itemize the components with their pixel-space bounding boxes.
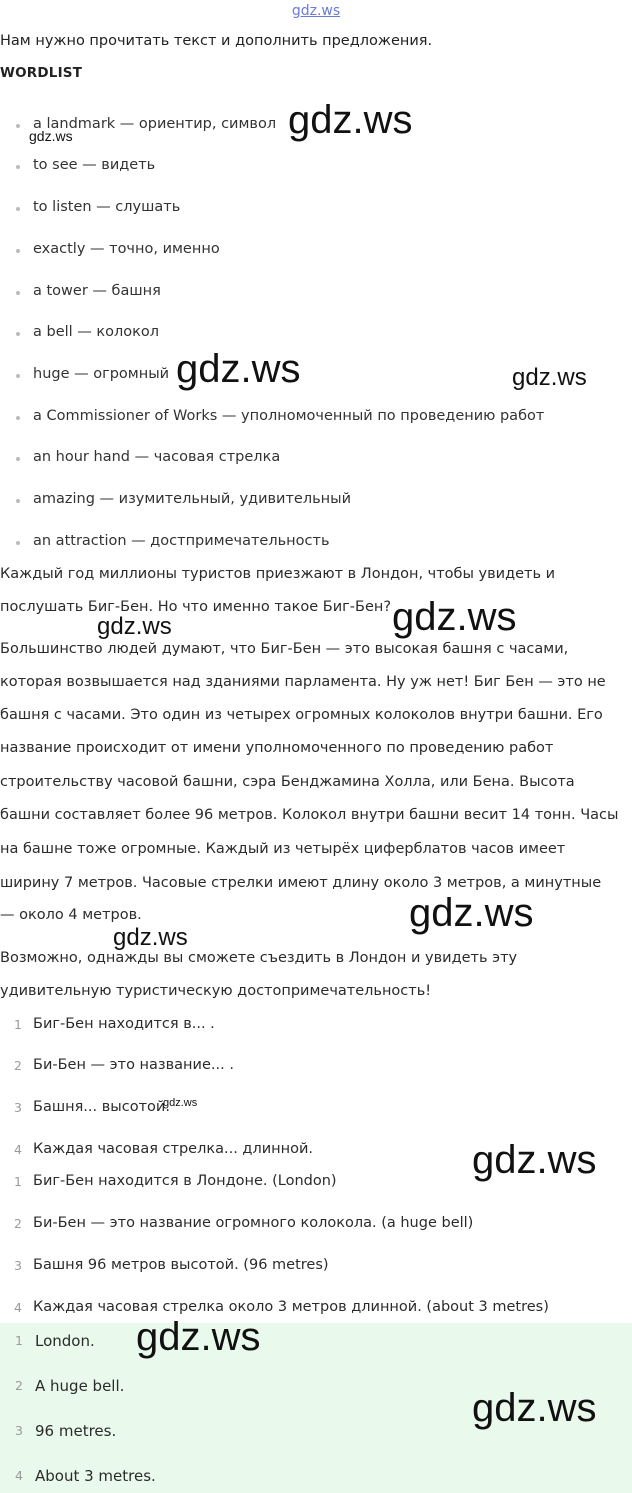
- watermark: gdz.ws: [136, 1315, 261, 1359]
- bullet-icon: [16, 165, 20, 169]
- text-line: послушать Биг-Бен. Но что именно такое Биг-Бен?: [0, 599, 392, 615]
- watermark: gdz.ws: [472, 1138, 597, 1182]
- bullet-icon: [16, 374, 20, 378]
- watermark: gdz.ws: [113, 924, 188, 951]
- watermark: gdz.ws: [472, 1386, 597, 1430]
- bullet-icon: [16, 541, 20, 545]
- text-line: Возможно, однажды вы сможете съездить в Лондон и увидеть эту: [0, 950, 518, 966]
- text-line: удивительную туристическую достопримечательность!: [0, 983, 432, 999]
- wordlist-title: WORDLIST: [0, 65, 83, 81]
- text-line: строительству часовой башни, сэра Бенджамина Холла, или Бена. Высота: [0, 774, 575, 790]
- text-line: башни составляет более 96 метров. Колокол внутри башни весит 14 тонн. Часы: [0, 807, 619, 823]
- bullet-icon: [16, 124, 20, 128]
- intro-text: Нам нужно прочитать текст и дополнить предложения.: [0, 33, 433, 49]
- watermark: gdz.ws: [176, 347, 301, 391]
- bullet-icon: [16, 457, 20, 461]
- bullet-icon: [16, 207, 20, 211]
- watermark: gdz.ws: [392, 595, 517, 639]
- text-line: которая возвышается над зданиями парламента. Ну уж нет! Биг Бен — это не: [0, 674, 606, 690]
- watermark: gdz.ws: [97, 613, 172, 640]
- text-line: Большинство людей думают, что Биг-Бен — это высокая башня с часами,: [0, 641, 569, 657]
- text-line: ширину 7 метров. Часовые стрелки имеют длину около 3 метров, а минутные: [0, 875, 602, 891]
- text-line: — около 4 метров.: [0, 907, 142, 923]
- text-line: башня с часами. Это один из четырех огромных колоколов внутри башни. Его: [0, 707, 603, 723]
- site-link[interactable]: gdz.ws: [291, 3, 341, 19]
- text-line: на башне тоже огромные. Каждый из четырёх циферблатов часов имеет: [0, 841, 566, 857]
- bullet-icon: [16, 499, 20, 503]
- watermark: gdz.ws: [512, 364, 587, 391]
- watermark: gdz.ws: [29, 128, 73, 144]
- bullet-icon: [16, 249, 20, 253]
- watermark: gdz.ws: [288, 98, 413, 142]
- text-line: название происходит от имени уполномоченного по проведению работ: [0, 740, 554, 756]
- bullet-icon: [16, 416, 20, 420]
- bullet-icon: [16, 291, 20, 295]
- watermark: gdz.ws: [163, 1097, 198, 1109]
- watermark: gdz.ws: [409, 891, 534, 935]
- text-line: Каждый год миллионы туристов приезжают в Лондон, чтобы увидеть и: [0, 566, 556, 582]
- bullet-icon: [16, 332, 20, 336]
